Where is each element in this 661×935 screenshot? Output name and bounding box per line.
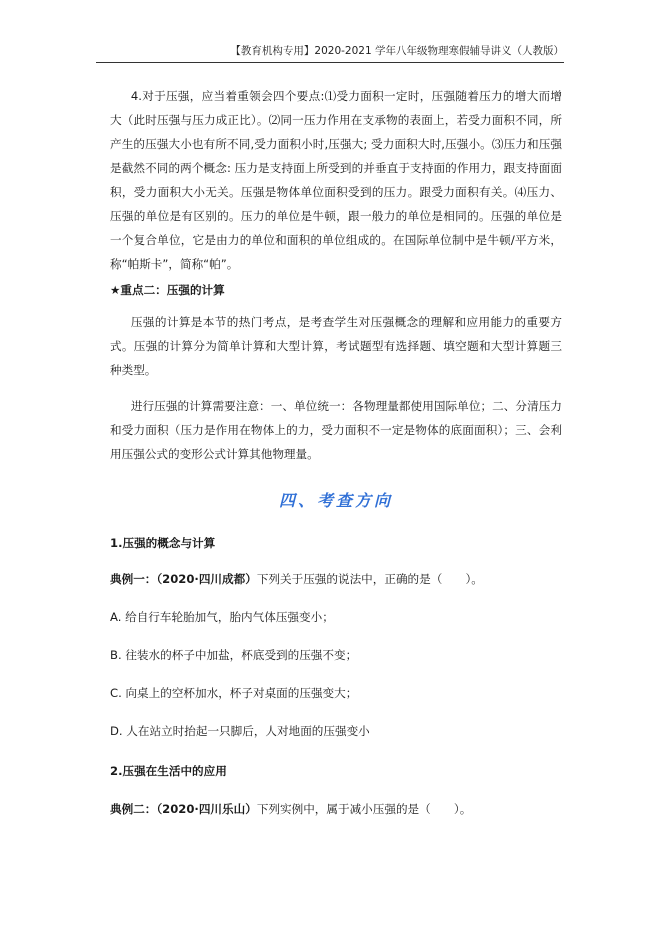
paragraph-four-points: 4.对于压强，应当着重领会四个要点:⑴受力面积一定时，压强随着压力的增大而增大（此时压强与压力成正比）。⑵同一压力作用在支承物的表面上，若受力面积不同，所产生的压强大小也有所不同,受力面积小时,压强大; 受力面积大时,压强小。⑶压力和压强是截然不同的两个概念: 压力是支持面上所受到的并垂直于支持面的作用力，跟支持面面积，受力面积大小无关。压强是物体单位面积受到的压力。跟受力面积有关。⑷压力、压强的单位是有区别的。压力的单位是牛顿，跟一般力的单位是相同的。压强的单位是一个复合单位，它是由力的单位和面积的单位组成的。在国际单位制中是牛顿/平方米，称“帕斯卡”，简称“帕”。 [110, 89, 562, 271]
topic-one-heading: 1.压强的概念与计算 [110, 536, 216, 550]
header-rule [96, 62, 564, 63]
page-content [110, 84, 562, 821]
paragraph-calculation-intro: 压强的计算是本节的热门考点，是考查学生对压强概念的理解和应用能力的重要方式。压强的计算分为简单计算和大型计算，考试题型有选择题、填空题和大型计算题三种类型。 [110, 315, 562, 377]
option-d: D. 人在站立时抬起一只脚后，人对地面的压强变小 [110, 724, 370, 738]
example-two-text: 下列实例中，属于减小压强的是（ ）。 [256, 802, 472, 816]
option-a: A. 给自行车轮胎加气，胎内气体压强变小； [110, 610, 334, 624]
key-point-two-heading: ★重点二：压强的计算 [110, 283, 225, 297]
example-one-label: 典例一：（2020·四川成都） [110, 572, 257, 586]
paragraph-calculation-notes: 进行压强的计算需要注意：一、单位统一：各物理量都使用国际单位；二、分清压力和受力面积（压力是作用在物体上的力，受力面积不一定是物体的底面面积）；三、会利用压强公式的变形公式计算其他物理量。 [110, 399, 562, 461]
section-title: 四、考查方向 [278, 491, 393, 510]
example-two-label: 典例二：（2020·四川乐山） [110, 802, 257, 816]
running-header: 【教育机构专用】2020-2021 学年八年级物理寒假辅导讲义（人教版） [230, 45, 564, 57]
example-one-text: 下列关于压强的说法中，正确的是（ ）。 [256, 572, 483, 586]
option-b: B. 往装水的杯子中加盐，杯底受到的压强不变； [110, 648, 358, 662]
example-one [110, 567, 562, 591]
topic-two-heading: 2.压强在生活中的应用 [110, 764, 227, 778]
example-two [110, 797, 562, 821]
option-c: C. 向桌上的空杯加水，杯子对桌面的压强变大； [110, 686, 358, 700]
